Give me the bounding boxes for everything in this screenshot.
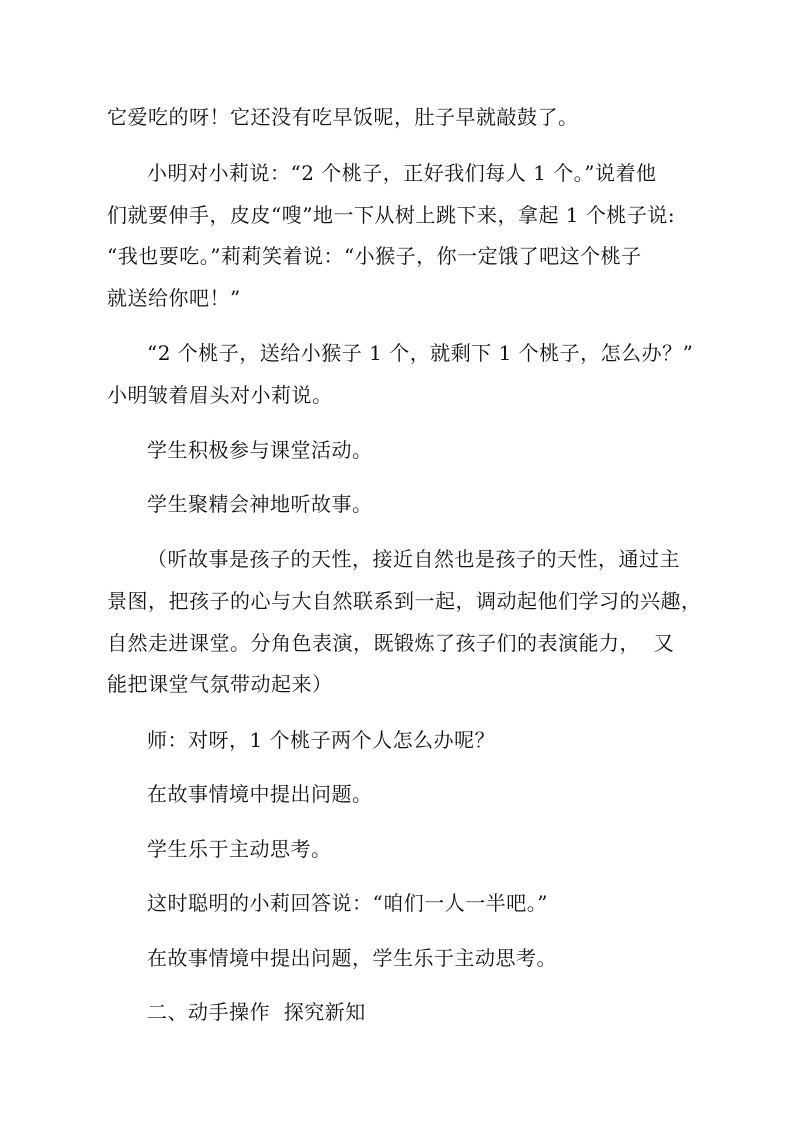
paragraph-line: 学生聚精会神地听故事。 (147, 492, 373, 516)
paragraph-line: 它爱吃的呀！它还没有吃早饭呢，肚子早就敲鼓了。 (107, 105, 579, 129)
paragraph-line: （听故事是孩子的天性，接近自然也是孩子的天性，通过主 (147, 547, 680, 571)
paragraph-line: 景图，把孩子的心与大自然联系到一起，调动起他们学习的兴趣， (107, 589, 702, 613)
paragraph-line: 自然走进课堂。分角色表演，既锻炼了孩子们的表演能力， 又 (107, 631, 675, 655)
paragraph-line: 小明对小莉说：“2 个桃子，正好我们每人 1 个。”说着他 (147, 161, 657, 185)
paragraph-line: “2 个桃子，送给小猴子 1 个，就剩下 1 个桃子，怎么办？” (147, 341, 694, 365)
paragraph-line: 这时聪明的小莉回答说：“咱们一人一半吧。” (147, 891, 548, 915)
paragraph-line: 师：对呀，1 个桃子两个人怎么办呢？ (147, 728, 496, 752)
paragraph-line: “我也要吃。”莉莉笑着说：“小猴子，你一定饿了吧这个桃子 (107, 244, 642, 268)
paragraph-line: 就送给你吧！” (107, 286, 241, 310)
paragraph-line: 能把课堂气氛带动起来） (107, 672, 333, 696)
paragraph-line: 在故事情境中提出问题。 (147, 782, 373, 806)
paragraph-line: 学生积极参与课堂活动。 (147, 438, 373, 462)
paragraph-line: 学生乐于主动思考。 (147, 837, 332, 861)
paragraph-line: 小明皱着眉头对小莉说。 (107, 383, 333, 407)
section-heading: 二、动手操作 探究新知 (147, 1000, 366, 1024)
paragraph-line: 在故事情境中提出问题，学生乐于主动思考。 (147, 946, 557, 970)
paragraph-line: 们就要伸手，皮皮“嗖”地一下从树上跳下来，拿起 1 个桃子说: (107, 203, 676, 227)
